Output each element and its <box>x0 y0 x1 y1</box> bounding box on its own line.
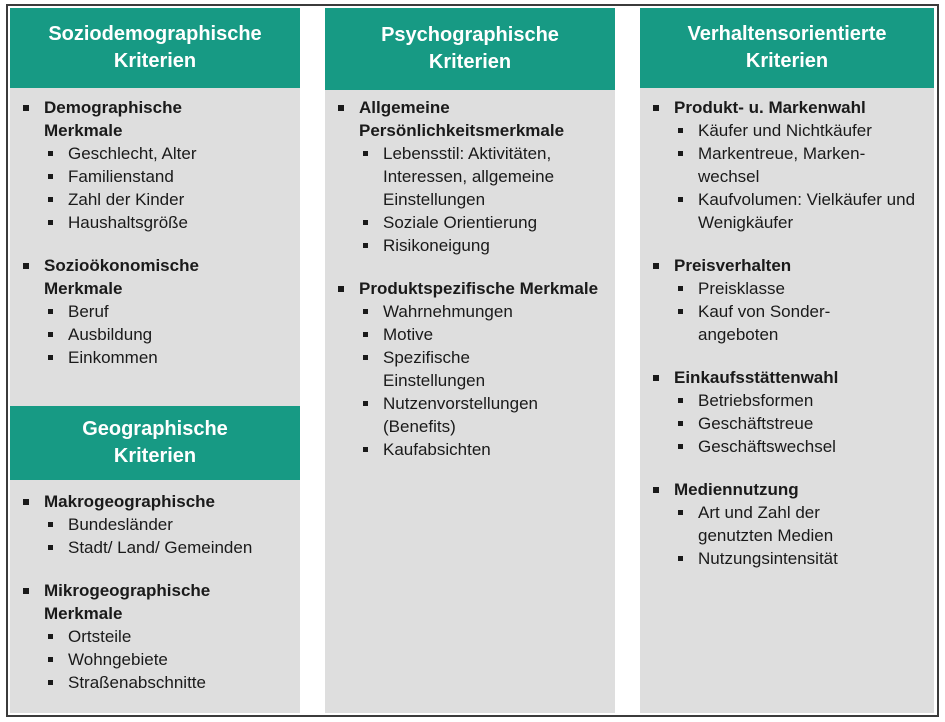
header-title: Verhaltensorientierte Kriterien <box>687 23 887 72</box>
column-soziodemographisch <box>10 8 300 406</box>
list-item: Soziale Orientierung <box>325 211 615 234</box>
section-makrogeographisch <box>10 490 300 559</box>
list-item: Spezifische Einstellungen <box>325 346 615 392</box>
list-item: Beruf <box>10 300 300 323</box>
column-psychographisch <box>325 8 615 713</box>
section-produktspezifisch <box>325 277 615 461</box>
list-item: Ortsteile <box>10 625 300 648</box>
list-item: Betriebsformen <box>640 389 934 412</box>
section-title: Mikrogeographische Merkmale <box>10 579 300 625</box>
section-title: Einkaufsstättenwahl <box>640 366 934 389</box>
list-item: Preisklasse <box>640 277 934 300</box>
header-geographisch <box>10 406 300 480</box>
list-item: Lebensstil: Aktivitäten, Interessen, allgemeine Einstellungen <box>325 142 615 211</box>
list-item: Zahl der Kinder <box>10 188 300 211</box>
section-title: Mediennutzung <box>640 478 934 501</box>
header-title: Geographische Kriterien <box>82 418 228 467</box>
section-title: Demographische Merkmale <box>10 96 300 142</box>
list-item: Geschlecht, Alter <box>10 142 300 165</box>
list-item: Geschäftswechsel <box>640 435 934 458</box>
list-item: Kaufvolumen: Vielkäufer und Wenigkäufer <box>640 188 934 234</box>
section-list <box>640 96 934 590</box>
header-title: Soziodemographische Kriterien <box>48 23 262 72</box>
list-item: Nutzungsintensität <box>640 547 934 570</box>
section-list <box>10 490 300 714</box>
list-item: Kauf von Sonder-angeboten <box>640 300 934 346</box>
section-title: Makrogeographische <box>10 490 300 513</box>
section-soziooekonomisch <box>10 254 300 369</box>
list-item: Wohngebiete <box>10 648 300 671</box>
section-title: Produktspezifische Merkmale <box>325 277 615 300</box>
list-item: Bundesländer <box>10 513 300 536</box>
section-list <box>10 96 300 389</box>
column-geographisch <box>10 406 300 713</box>
list-item: Nutzenvorstellungen (Benefits) <box>325 392 615 438</box>
list-item: Straßenabschnitte <box>10 671 300 694</box>
list-item: Käufer und Nichtkäufer <box>640 119 934 142</box>
list-item: Familienstand <box>10 165 300 188</box>
section-preisverhalten <box>640 254 934 346</box>
section-mikrogeographisch <box>10 579 300 694</box>
list-item: Ausbildung <box>10 323 300 346</box>
header-title: Psychographische Kriterien <box>381 24 559 73</box>
list-item: Risikoneigung <box>325 234 615 257</box>
list-item: Wahrnehmungen <box>325 300 615 323</box>
section-produktwahl <box>640 96 934 234</box>
list-item: Geschäftstreue <box>640 412 934 435</box>
header-soziodemographisch <box>10 8 300 88</box>
list-item: Motive <box>325 323 615 346</box>
section-title: Allgemeine Persönlichkeitsmerkmale <box>325 96 615 142</box>
header-psychographisch <box>325 8 615 90</box>
list-item: Einkommen <box>10 346 300 369</box>
list-item: Haushaltsgröße <box>10 211 300 234</box>
section-demographisch <box>10 96 300 234</box>
section-list <box>325 96 615 481</box>
section-title: Preisverhalten <box>640 254 934 277</box>
section-title: Sozioökonomische Merkmale <box>10 254 300 300</box>
section-title: Produkt- u. Markenwahl <box>640 96 934 119</box>
list-item: Kaufabsichten <box>325 438 615 461</box>
section-einkaufsstaettenwahl <box>640 366 934 458</box>
header-verhaltensorientiert <box>640 8 934 88</box>
section-mediennutzung <box>640 478 934 570</box>
section-persoenlichkeit <box>325 96 615 257</box>
column-verhaltensorientiert <box>640 8 934 713</box>
list-item: Markentreue, Marken-wechsel <box>640 142 934 188</box>
list-item: Art und Zahl der genutzten Medien <box>640 501 934 547</box>
list-item: Stadt/ Land/ Gemeinden <box>10 536 300 559</box>
